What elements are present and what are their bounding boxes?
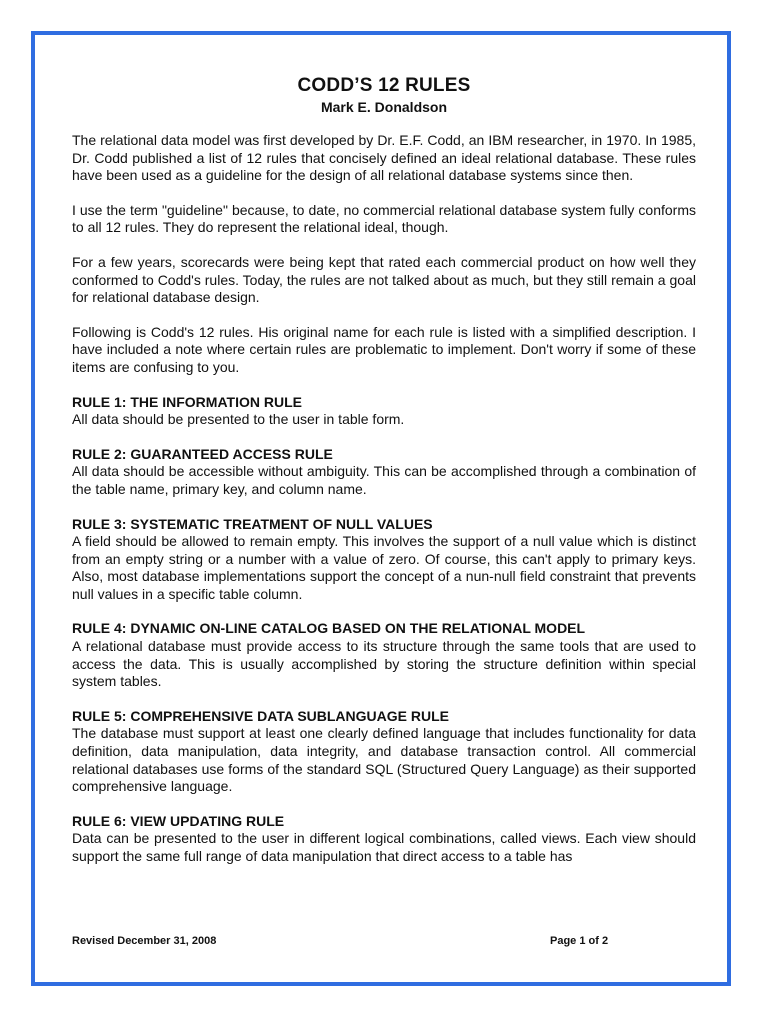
page-number: Page 1 of 2 (550, 935, 609, 947)
rule-1 (72, 394, 696, 429)
rule-text: The database must support at least one clearly defined language that includes functionality for data definition, data manipulation, data integrity, and database transaction control. All commercial relational databases use forms of the standard SQL (Structured Query Language) as their supported comprehensive language. (72, 725, 696, 795)
rule-4 (72, 620, 696, 690)
rule-3 (72, 516, 696, 604)
document-body (72, 74, 696, 883)
rule-text: All data should be accessible without ambiguity. This can be accomplished through a combination of the table name, primary key, and column name. (72, 463, 696, 497)
intro-paragraph: Following is Codd's 12 rules. His original name for each rule is listed with a simplified description. I have included a note where certain rules are problematic to implement. Don't worry if some of these items are confusing to you. (72, 323, 696, 375)
rule-text: A relational database must provide access to its structure through the same tools that are used to access the data. This is usually accomplished by storing the structure definition within special system tables. (72, 638, 696, 690)
rule-heading: RULE 3: SYSTEMATIC TREATMENT OF NULL VALUES (72, 515, 433, 532)
rule-heading: RULE 2: GUARANTEED ACCESS RULE (72, 445, 333, 462)
rule-text: Data can be presented to the user in different logical combinations, called views. Each view should support the same full range of data manipulation that direct access to a table has (72, 830, 696, 864)
intro-paragraph: The relational data model was first developed by Dr. E.F. Codd, an IBM researcher, in 1970. In 1985, Dr. Codd published a list of 12 rules that concisely defined an ideal relational database. These rules have been used as a guideline for the design of all relational database systems since then. (72, 132, 696, 184)
rule-heading: RULE 4: DYNAMIC ON-LINE CATALOG BASED ON THE RELATIONAL MODEL (72, 620, 586, 637)
rule-heading: RULE 1: THE INFORMATION RULE (72, 393, 302, 410)
rule-2 (72, 446, 696, 499)
rule-6 (72, 813, 696, 866)
revised-date: Revised December 31, 2008 (72, 935, 217, 947)
rule-heading: RULE 6: VIEW UPDATING RULE (72, 812, 285, 829)
document-author: Mark E. Donaldson (320, 99, 448, 115)
rule-5 (72, 708, 696, 796)
document-title: CODD’S 12 RULES (297, 75, 471, 96)
rule-heading: RULE 5: COMPREHENSIVE DATA SUBLANGUAGE RULE (72, 707, 449, 724)
rule-text: A field should be allowed to remain empty. This involves the support of a null value which is distinct from an empty string or a number with a value of zero. Of course, this can't apply to primary keys. Also, most database implementations support the concept of a nun-null field constraint that prevents null values in a specific table column. (72, 533, 696, 602)
intro-paragraph: I use the term "guideline" because, to date, no commercial relational database system fully conforms to all 12 rules. They do represent the relational ideal, though. (72, 201, 696, 236)
rule-text: All data should be presented to the user in table form. (72, 411, 405, 428)
intro-paragraph: For a few years, scorecards were being kept that rated each commercial product on how well they conformed to Codd's rules. Today, the rules are not talked about as much, but they still remain a goal for relational database design. (72, 253, 696, 306)
